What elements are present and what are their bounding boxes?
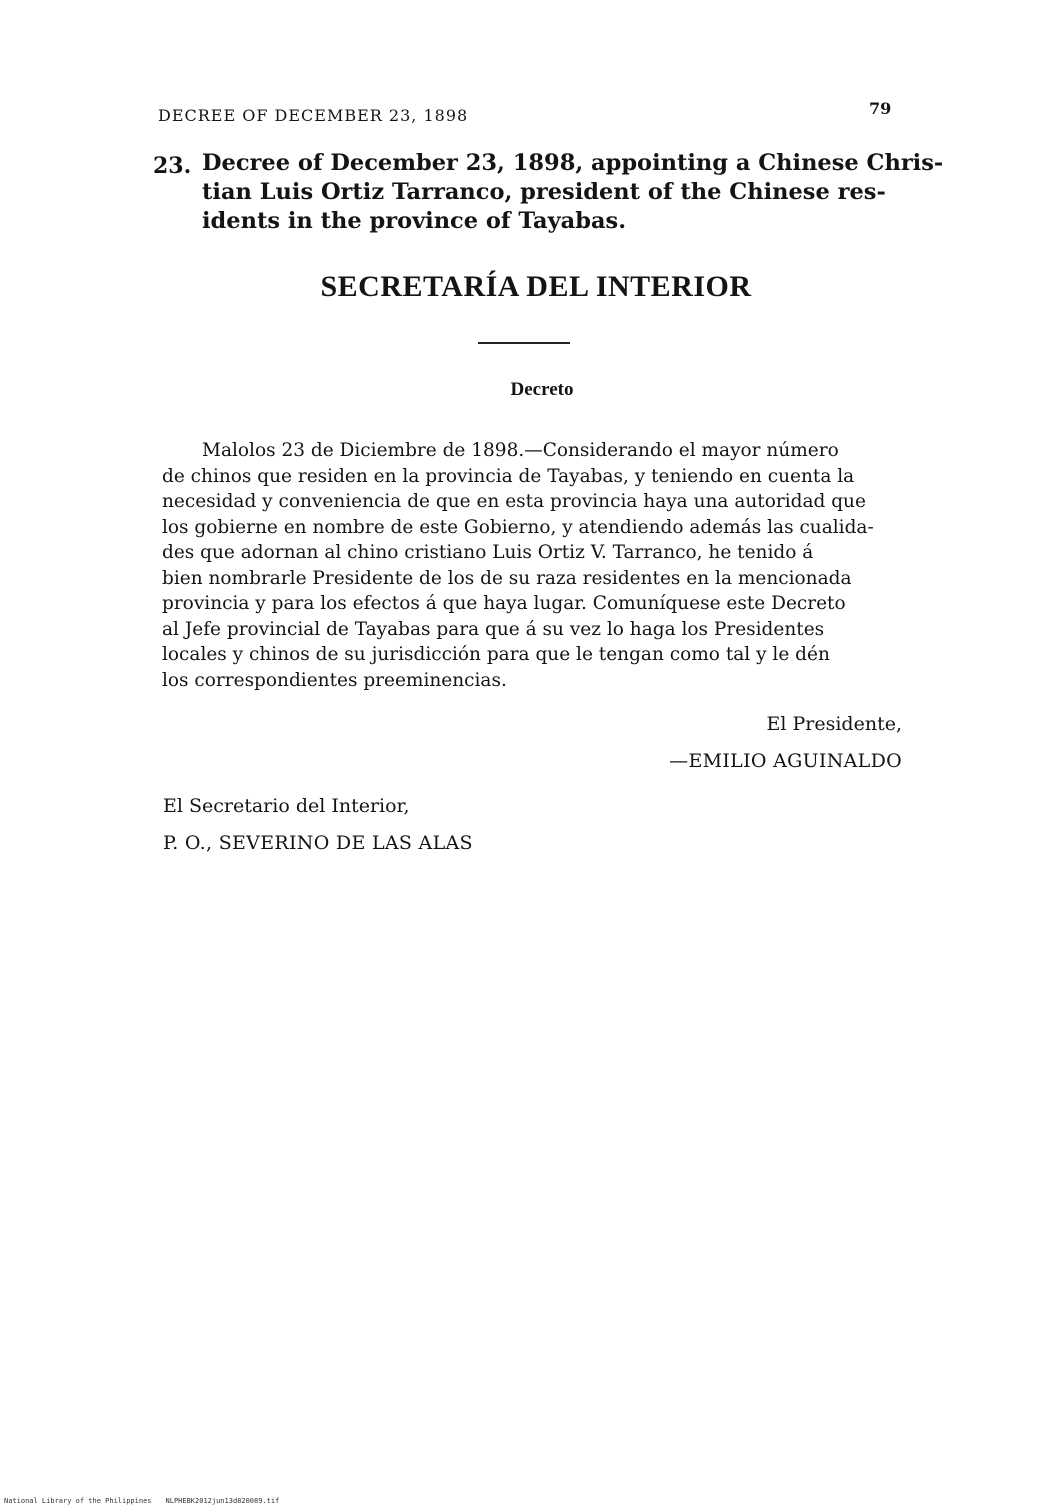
section-divider: [478, 342, 570, 344]
document-title: [202, 149, 944, 236]
section-heading: SECRETARÍA DEL INTERIOR: [320, 270, 752, 303]
signatory-name: —EMILIO AGUINALDO: [669, 750, 902, 772]
decree-body: [162, 438, 902, 693]
body-line: necesidad y conveniencia de que en esta provincia haya una autoridad que: [162, 491, 866, 512]
document-title-line: tian Luis Ortiz Tarranco, president of the Chinese res-: [202, 179, 886, 205]
footer-file: NLPHEBK2012jun13d820089.tif: [165, 1497, 280, 1505]
body-line: de chinos que residen en la provincia de Tayabas, y teniendo en cuenta la: [162, 465, 855, 487]
body-line: los gobierne en nombre de este Gobierno, y atendiendo además las cualida-: [162, 516, 874, 538]
body-line: provincia y para los efectos á que haya lugar. Comuníquese este Decreto: [162, 593, 846, 614]
secretary-title: El Secretario del Interior,: [163, 795, 410, 817]
secretary-name: P. O., SEVERINO DE LAS ALAS: [163, 832, 473, 854]
scan-footer: [4, 1497, 279, 1505]
decree-label: Decreto: [510, 379, 574, 400]
document-title-line: Decree of December 23, 1898, appointing a Chinese Chris-: [202, 150, 944, 176]
document-number: 23.: [153, 153, 192, 179]
body-line: al Jefe provincial de Tayabas para que á su vez lo haga los Presidentes: [162, 618, 825, 640]
body-line: locales y chinos de su jurisdicción para que le tengan como tal y le dén: [162, 644, 830, 665]
document-title-line: idents in the province of Tayabas.: [202, 208, 627, 234]
body-line: des que adornan al chino cristiano Luis Ortiz V. Tarranco, he tenido á: [162, 542, 814, 563]
body-line: bien nombrarle Presidente de los de su raza residentes en la mencionada: [162, 567, 852, 589]
running-head: DECREE OF DECEMBER 23, 1898: [158, 106, 469, 125]
page-number: 79: [869, 99, 892, 118]
body-line: Malolos 23 de Diciembre de 1898.—Considerando el mayor número: [202, 440, 839, 461]
signatory-title: El Presidente,: [766, 713, 902, 735]
footer-library: National Library of the Philippines: [4, 1497, 152, 1505]
body-line: los correspondientes preeminencias.: [162, 669, 507, 691]
